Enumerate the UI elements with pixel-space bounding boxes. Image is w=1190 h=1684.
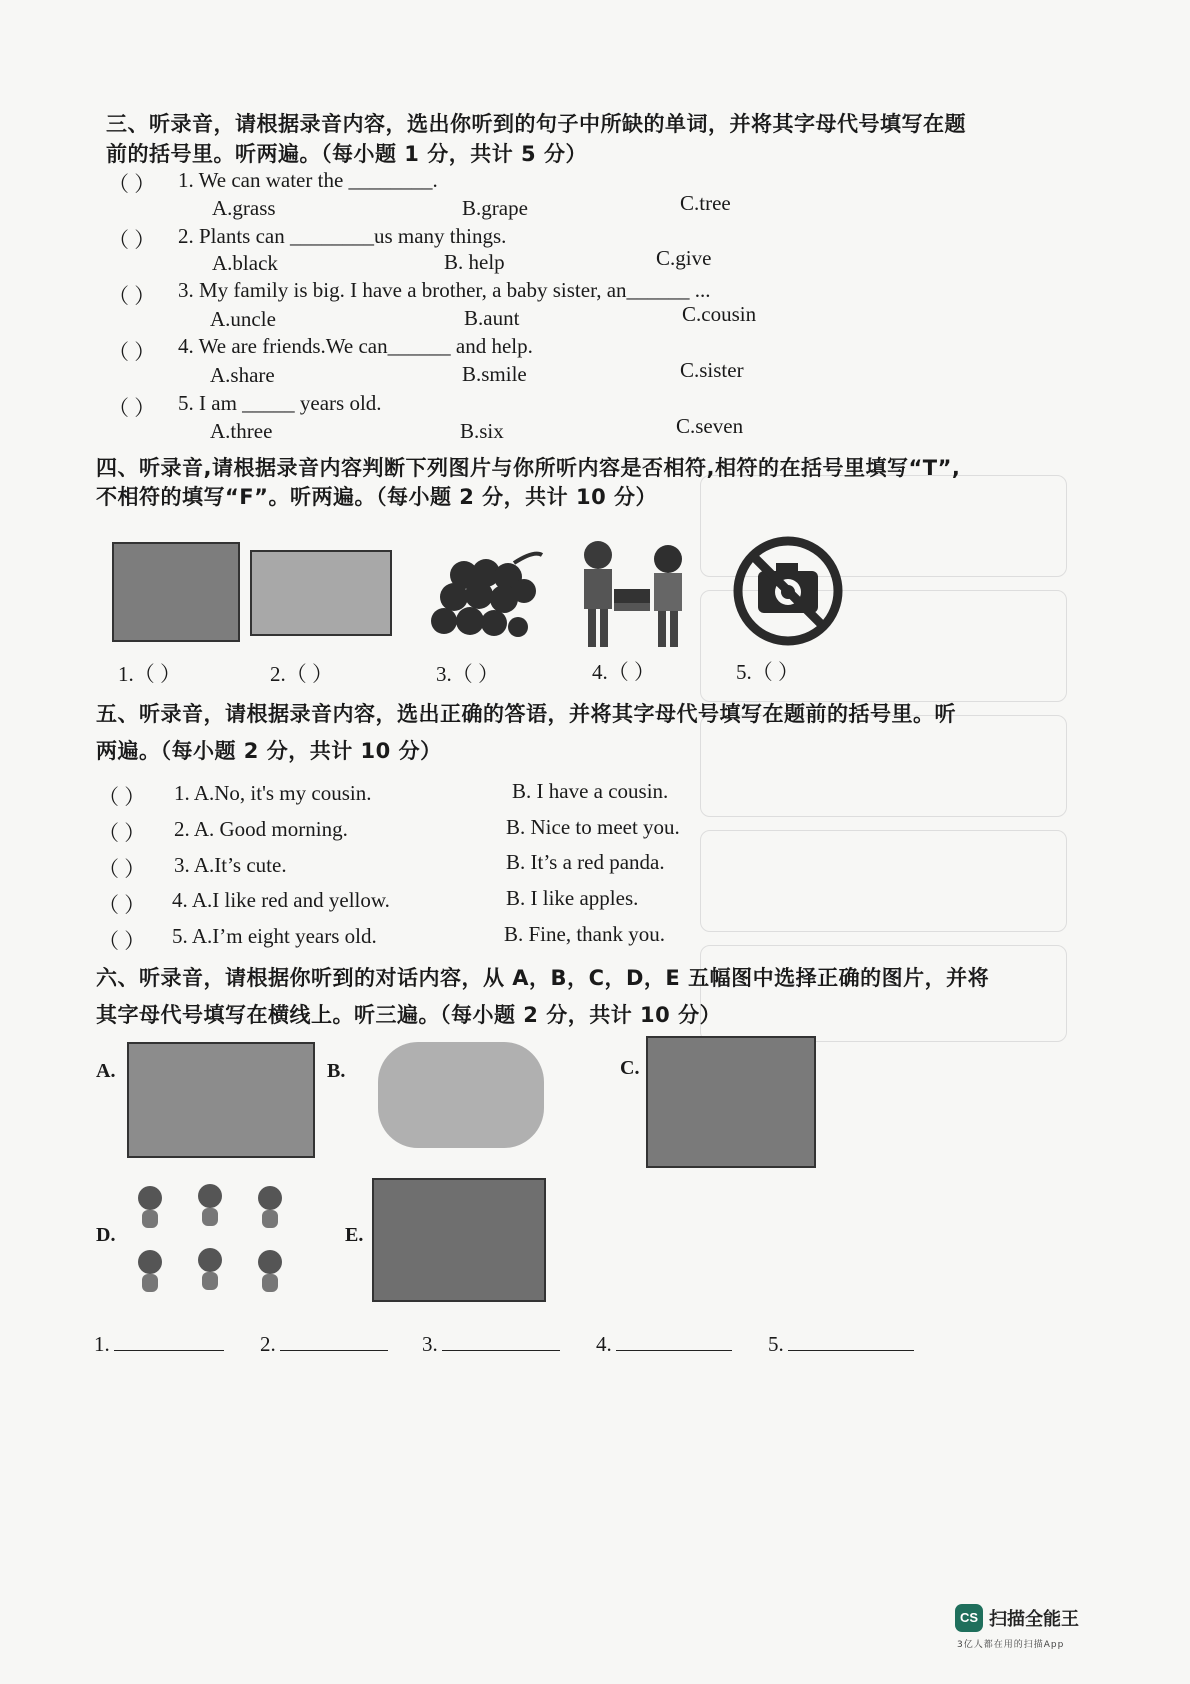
option-b: B.grape <box>462 196 528 220</box>
answer-paren[interactable]: （ ） <box>98 785 146 809</box>
answer-line-1[interactable] <box>94 1332 224 1357</box>
option-a: A.share <box>210 363 275 387</box>
picture-answer-3[interactable]: 3.（ ） <box>436 662 499 686</box>
option-a: A.three <box>210 419 273 443</box>
answer-line-5[interactable] <box>768 1332 914 1357</box>
answer-paren[interactable]: （ ） <box>108 340 156 364</box>
picture-answer-1[interactable]: 1.（ ） <box>118 662 181 686</box>
option-b: B. help <box>444 250 505 274</box>
scanner-brand-name: 扫描全能王 <box>989 1609 1079 1630</box>
option-c: C.seven <box>676 414 744 438</box>
scanner-watermark <box>955 1604 1087 1654</box>
shop-scene-image <box>127 1042 315 1158</box>
question-text: 1. We can water the ________. <box>178 168 438 192</box>
option-b: B.six <box>460 419 504 443</box>
grapes-image <box>424 545 546 650</box>
no-camera-sign-image <box>732 535 844 647</box>
question-text: 3. My family is big. I have a brother, a baby sister, an______ ... <box>178 278 711 302</box>
answer-paren[interactable]: （ ） <box>98 929 146 953</box>
option-a: A.grass <box>212 196 276 220</box>
picture-answer-5[interactable]: 5.（ ） <box>736 660 799 684</box>
answer-number: 4. <box>596 1332 612 1356</box>
option-c: C.sister <box>680 358 744 382</box>
answer-paren[interactable]: （ ） <box>98 857 146 881</box>
section3-heading-line1: 三、听录音，请根据录音内容，选出你听到的句子中所缺的单词，并将其字母代号填写在题 <box>106 112 966 136</box>
section5-heading-line1: 五、听录音，请根据录音内容，选出正确的答语，并将其字母代号填写在题前的括号里。听 <box>96 702 956 726</box>
monkeys-image <box>128 1176 294 1298</box>
picture-label-a: A. <box>96 1060 116 1082</box>
option-a: 2. A. Good morning. <box>174 817 348 841</box>
option-b: B. It’s a red panda. <box>506 850 665 874</box>
answer-number: 3. <box>422 1332 438 1356</box>
answer-paren[interactable]: （ ） <box>98 821 146 845</box>
answer-blank[interactable] <box>616 1350 732 1351</box>
option-b: B. I have a cousin. <box>512 779 669 803</box>
option-a: 3. A.It’s cute. <box>174 853 287 877</box>
bleed-through-box <box>700 830 1067 932</box>
option-a: 5. A.I’m eight years old. <box>172 924 377 948</box>
picture-label-e: E. <box>345 1224 364 1246</box>
cs-logo-icon <box>955 1604 983 1632</box>
option-b: B. I like apples. <box>506 886 639 910</box>
option-c: C.tree <box>680 191 731 215</box>
answer-blank[interactable] <box>114 1350 224 1351</box>
picture-label-d: D. <box>96 1224 116 1246</box>
option-a: 4. A.I like red and yellow. <box>172 888 390 912</box>
answer-paren[interactable]: （ ） <box>98 893 146 917</box>
answer-blank[interactable] <box>442 1350 560 1351</box>
answer-paren[interactable]: （ ） <box>108 228 156 252</box>
option-b: B.smile <box>462 362 527 386</box>
picture-answer-4[interactable]: 4.（ ） <box>592 660 655 684</box>
answer-paren[interactable]: （ ） <box>108 284 156 308</box>
question-text: 4. We are friends.We can______ and help. <box>178 334 533 358</box>
answer-paren[interactable]: （ ） <box>108 172 156 196</box>
option-b: B.aunt <box>464 306 520 330</box>
option-c: C.give <box>656 246 712 270</box>
question-text: 5. I am _____ years old. <box>178 391 382 415</box>
family-photo-image <box>112 542 240 642</box>
section6-heading-line2: 其字母代号填写在横线上。听三遍。（每小题 2 分，共计 10 分） <box>96 1003 722 1027</box>
option-b: B. Fine, thank you. <box>504 922 665 946</box>
section5-heading-line2: 两遍。（每小题 2 分，共计 10 分） <box>96 739 442 763</box>
picture-answer-2[interactable]: 2.（ ） <box>270 662 333 686</box>
answer-line-3[interactable] <box>422 1332 560 1357</box>
answer-paren[interactable]: （ ） <box>108 396 156 420</box>
answer-line-4[interactable] <box>596 1332 732 1357</box>
people-sharing-books-image <box>570 537 695 652</box>
answer-blank[interactable] <box>280 1350 388 1351</box>
picture-label-b: B. <box>327 1060 346 1082</box>
option-b: B. Nice to meet you. <box>506 815 680 839</box>
option-c: C.cousin <box>682 302 757 326</box>
option-a: A.black <box>212 251 278 275</box>
scanner-tagline: 3亿人都在用的扫描App <box>957 1640 1065 1650</box>
answer-number: 5. <box>768 1332 784 1356</box>
bleed-through-box <box>700 945 1067 1042</box>
section4-heading-line1: 四、听录音,请根据录音内容判断下列图片与你所听内容是否相符,相符的在括号里填写“T”, <box>96 456 961 480</box>
answer-line-2[interactable] <box>260 1332 388 1357</box>
child-with-fruit-image <box>378 1042 544 1148</box>
answer-number: 1. <box>94 1332 110 1356</box>
question-text: 2. Plants can ________us many things. <box>178 224 507 248</box>
family-at-zoo-image <box>646 1036 816 1168</box>
section6-heading-line1: 六、听录音，请根据你听到的对话内容，从 A，B，C，D，E 五幅图中选择正确的图片，并将 <box>96 966 990 990</box>
banknote-image <box>250 550 392 636</box>
section3-heading-line2: 前的括号里。听两遍。（每小题 1 分，共计 5 分） <box>106 142 587 166</box>
option-a: A.uncle <box>210 307 276 331</box>
answer-blank[interactable] <box>788 1350 914 1351</box>
section4-heading-line2: 不相符的填写“F”。听两遍。（每小题 2 分，共计 10 分） <box>96 485 658 509</box>
answer-number: 2. <box>260 1332 276 1356</box>
children-talking-image <box>372 1178 546 1302</box>
bleed-through-box <box>700 715 1067 817</box>
picture-label-c: C. <box>620 1057 640 1079</box>
logo-badge-text: CS <box>959 1610 979 1625</box>
option-a: 1. A.No, it's my cousin. <box>174 781 372 805</box>
